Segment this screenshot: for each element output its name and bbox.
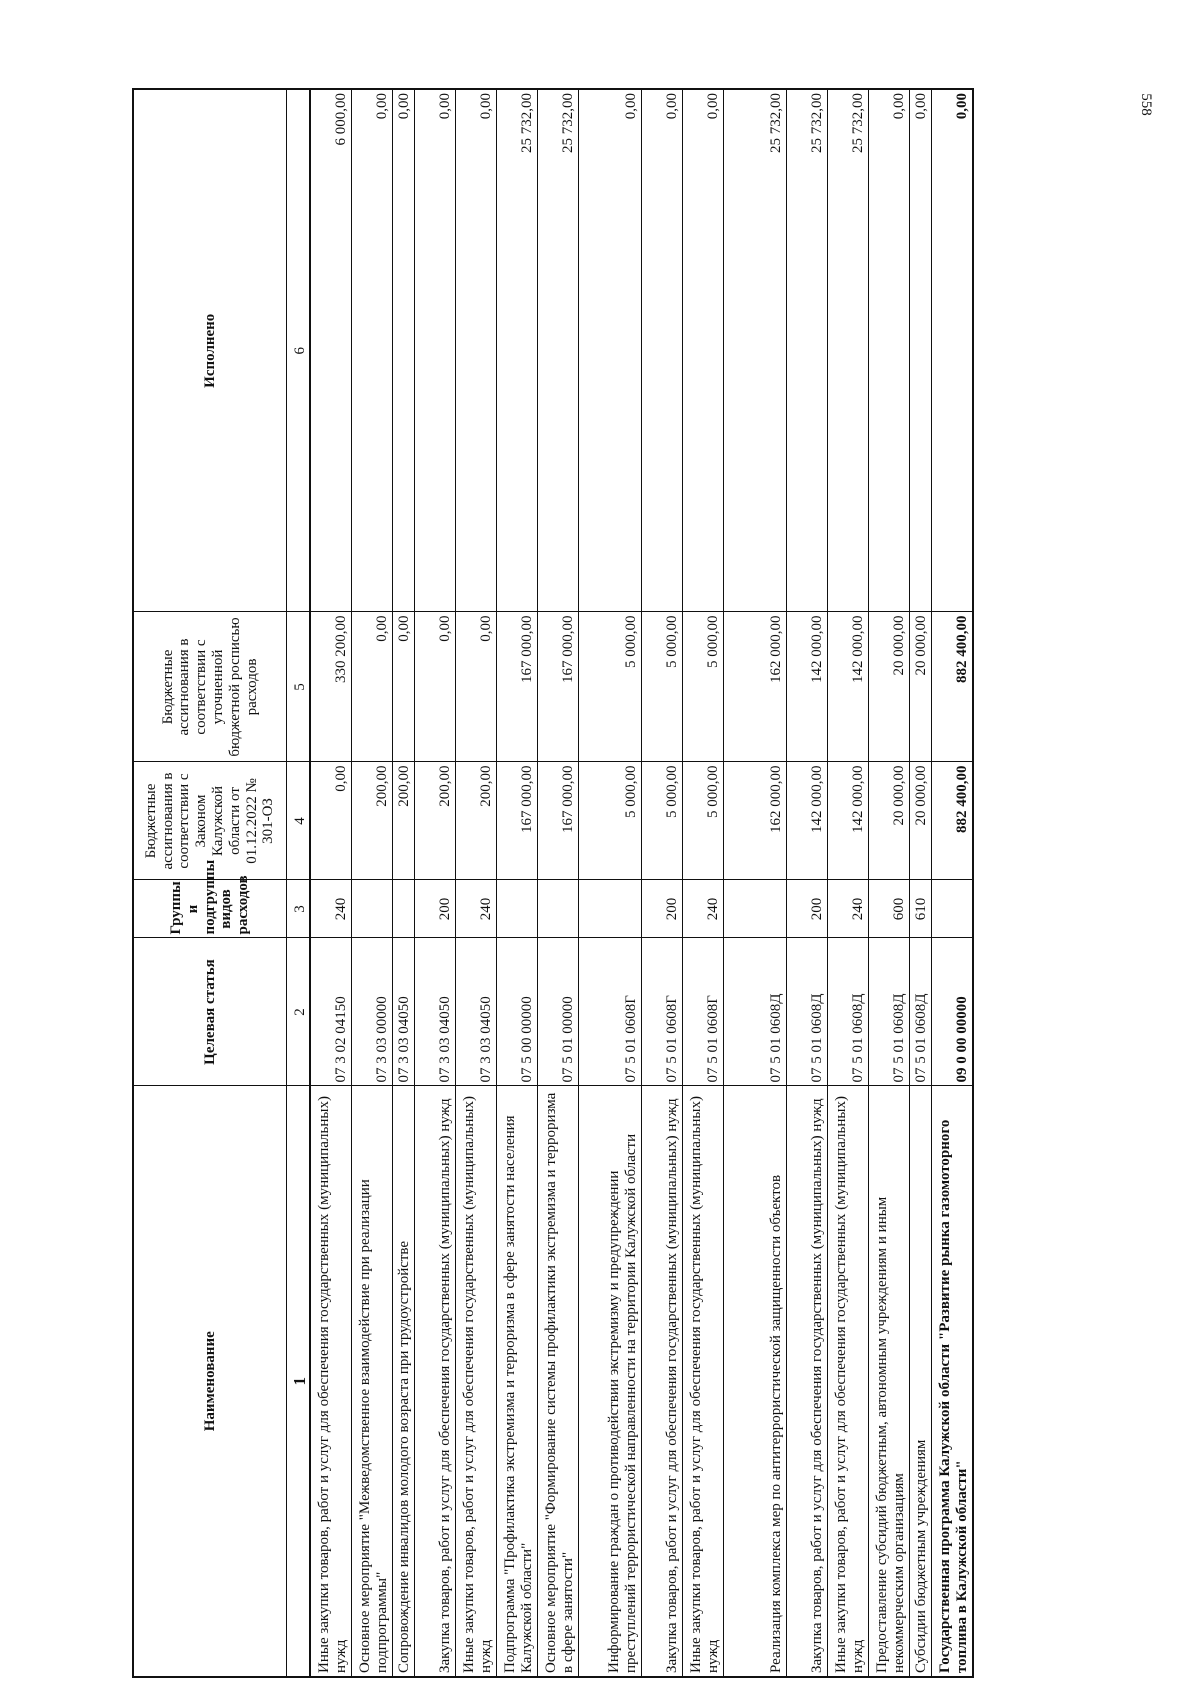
row-law: 200,00: [415, 762, 456, 880]
page-number: 558: [1137, 93, 1154, 116]
row-name: Иные закупки товаров, работ и услуг для обеспечения государственных (муниципальных) нужд: [310, 1086, 352, 1677]
rotated-table-container: [132, 90, 1080, 1678]
row-code: 07 5 01 0608Д: [910, 938, 932, 1086]
row-law: 20 000,00: [910, 762, 932, 880]
row-law: 167 000,00: [538, 762, 579, 880]
row-law: 167 000,00: [497, 762, 538, 880]
column-index: 4: [287, 762, 311, 880]
row-group: 240: [310, 880, 352, 938]
row-refined: 20 000,00: [869, 612, 910, 762]
row-executed: 25 732,00: [787, 89, 828, 612]
row-law: 5 000,00: [642, 762, 683, 880]
header-executed: Исполнено: [133, 89, 287, 612]
row-name: Иные закупки товаров, работ и услуг для обеспечения государственных (муниципальных) нужд: [456, 1086, 497, 1677]
column-index-row: [287, 89, 311, 1677]
row-refined: 5 000,00: [683, 612, 724, 762]
table-row: [393, 89, 415, 1677]
row-refined: 162 000,00: [724, 612, 787, 762]
row-executed: 6 000,00: [310, 89, 352, 612]
row-law: 200,00: [393, 762, 415, 880]
row-code: 07 5 01 00000: [538, 938, 579, 1086]
row-law: 20 000,00: [869, 762, 910, 880]
row-code: 07 5 01 0608Д: [724, 938, 787, 1086]
row-refined: 142 000,00: [787, 612, 828, 762]
row-group: [724, 880, 787, 938]
table-row: [497, 89, 538, 1677]
row-law: 5 000,00: [683, 762, 724, 880]
row-name: Предоставление субсидий бюджетным, автономным учреждениям и иным некоммерческим организациям: [869, 1086, 910, 1677]
table-row: [683, 89, 724, 1677]
header-row: [133, 89, 287, 1677]
row-name: Закупка товаров, работ и услуг для обеспечения государственных (муниципальных) нужд: [787, 1086, 828, 1677]
table-row: [828, 89, 869, 1677]
row-code: 07 3 03 04050: [456, 938, 497, 1086]
header-expense-groups: Группы и подгруппы видов расходов: [133, 880, 287, 938]
row-law: 200,00: [456, 762, 497, 880]
row-group: 240: [683, 880, 724, 938]
row-group: [579, 880, 642, 938]
row-group: [497, 880, 538, 938]
row-name: Закупка товаров, работ и услуг для обеспечения государственных (муниципальных) нужд: [642, 1086, 683, 1677]
row-executed: 0,00: [393, 89, 415, 612]
row-law: 200,00: [352, 762, 393, 880]
row-law: 5 000,00: [579, 762, 642, 880]
table-row: [642, 89, 683, 1677]
column-index: 6: [287, 89, 311, 612]
row-executed: 25 732,00: [497, 89, 538, 612]
column-index: 2: [287, 938, 311, 1086]
row-executed: 0,00: [579, 89, 642, 612]
row-code: 07 5 01 0608Д: [828, 938, 869, 1086]
row-group: [352, 880, 393, 938]
row-refined: 0,00: [393, 612, 415, 762]
row-law: 0,00: [310, 762, 352, 880]
row-code: 07 5 00 00000: [497, 938, 538, 1086]
row-code: 09 0 00 00000: [932, 938, 974, 1086]
row-group: [393, 880, 415, 938]
row-group: [932, 880, 974, 938]
budget-table: [132, 88, 974, 1678]
row-refined: 0,00: [456, 612, 497, 762]
header-target-article: Целевая статья: [133, 938, 287, 1086]
row-refined: 142 000,00: [828, 612, 869, 762]
table-row: [456, 89, 497, 1677]
row-name: Подпрограмма "Профилактика экстремизма и терроризма в сфере занятости населения Калужской области": [497, 1086, 538, 1677]
column-index: 1: [287, 1086, 311, 1677]
row-group: 200: [642, 880, 683, 938]
table-row: [787, 89, 828, 1677]
row-refined: 5 000,00: [642, 612, 683, 762]
row-refined: 882 400,00: [932, 612, 974, 762]
row-law: 882 400,00: [932, 762, 974, 880]
table-row: [910, 89, 932, 1677]
row-law: 162 000,00: [724, 762, 787, 880]
row-executed: 0,00: [456, 89, 497, 612]
row-code: 07 5 01 0608Д: [787, 938, 828, 1086]
row-name: Информирование граждан о противодействии экстремизму и предупреждении преступлений террористической направленности на территории Калужской области: [579, 1086, 642, 1677]
column-index: 5: [287, 612, 311, 762]
header-allocations-refined: Бюджетные ассигнования в соответствии с уточненной бюджетной росписью расходов: [133, 612, 287, 762]
row-executed: 25 732,00: [724, 89, 787, 612]
table-row: [310, 89, 352, 1677]
header-name: Наименование: [133, 1086, 287, 1677]
row-executed: 0,00: [910, 89, 932, 612]
row-refined: 5 000,00: [579, 612, 642, 762]
row-executed: 0,00: [415, 89, 456, 612]
row-code: 07 5 01 0608Г: [683, 938, 724, 1086]
row-code: 07 3 02 04150: [310, 938, 352, 1086]
row-name: Иные закупки товаров, работ и услуг для обеспечения государственных (муниципальных) нужд: [828, 1086, 869, 1677]
row-code: 07 3 03 00000: [352, 938, 393, 1086]
row-name: Реализация комплекса мер по антитеррористической защищенности объектов: [724, 1086, 787, 1677]
row-code: 07 5 01 0608Г: [579, 938, 642, 1086]
row-refined: 0,00: [415, 612, 456, 762]
row-executed: 25 732,00: [538, 89, 579, 612]
row-executed: 0,00: [932, 89, 974, 612]
row-group: 600: [869, 880, 910, 938]
row-group: 200: [415, 880, 456, 938]
header-allocations-law: Бюджетные ассигнования в соответствии с Законом Калужской области от 01.12.2022 № 301-ОЗ: [133, 762, 287, 880]
row-law: 142 000,00: [787, 762, 828, 880]
row-executed: 25 732,00: [828, 89, 869, 612]
row-name: Закупка товаров, работ и услуг для обеспечения государственных (муниципальных) нужд: [415, 1086, 456, 1677]
table-row: [932, 89, 974, 1677]
row-executed: 0,00: [352, 89, 393, 612]
table-row: [415, 89, 456, 1677]
row-law: 142 000,00: [828, 762, 869, 880]
row-code: 07 3 03 04050: [415, 938, 456, 1086]
row-name: Государственная программа Калужской области "Развитие рынка газомоторного топлива в Калужской области": [932, 1086, 974, 1677]
row-name: Основное мероприятие "Формирование системы профилактики экстремизма и терроризма в сфере занятости": [538, 1086, 579, 1677]
row-executed: 0,00: [683, 89, 724, 612]
row-group: 610: [910, 880, 932, 938]
row-refined: 20 000,00: [910, 612, 932, 762]
row-refined: 330 200,00: [310, 612, 352, 762]
row-refined: 167 000,00: [497, 612, 538, 762]
column-index: 3: [287, 880, 311, 938]
row-name: Основное мероприятие "Межведомственное взаимодействие при реализации подпрограммы": [352, 1086, 393, 1677]
row-executed: 0,00: [642, 89, 683, 612]
row-code: 07 5 01 0608Д: [869, 938, 910, 1086]
row-group: 240: [456, 880, 497, 938]
table-row: [869, 89, 910, 1677]
row-group: 240: [828, 880, 869, 938]
row-code: 07 3 03 04050: [393, 938, 415, 1086]
row-name: Иные закупки товаров, работ и услуг для обеспечения государственных (муниципальных) нужд: [683, 1086, 724, 1677]
row-refined: 0,00: [352, 612, 393, 762]
row-group: 200: [787, 880, 828, 938]
row-refined: 167 000,00: [538, 612, 579, 762]
row-name: Субсидии бюджетным учреждениям: [910, 1086, 932, 1677]
table-row: [579, 89, 642, 1677]
row-executed: 0,00: [869, 89, 910, 612]
table-row: [724, 89, 787, 1677]
table-row: [538, 89, 579, 1677]
table-row: [352, 89, 393, 1677]
row-name: Сопровождение инвалидов молодого возраста при трудоустройстве: [393, 1086, 415, 1677]
row-group: [538, 880, 579, 938]
row-code: 07 5 01 0608Г: [642, 938, 683, 1086]
